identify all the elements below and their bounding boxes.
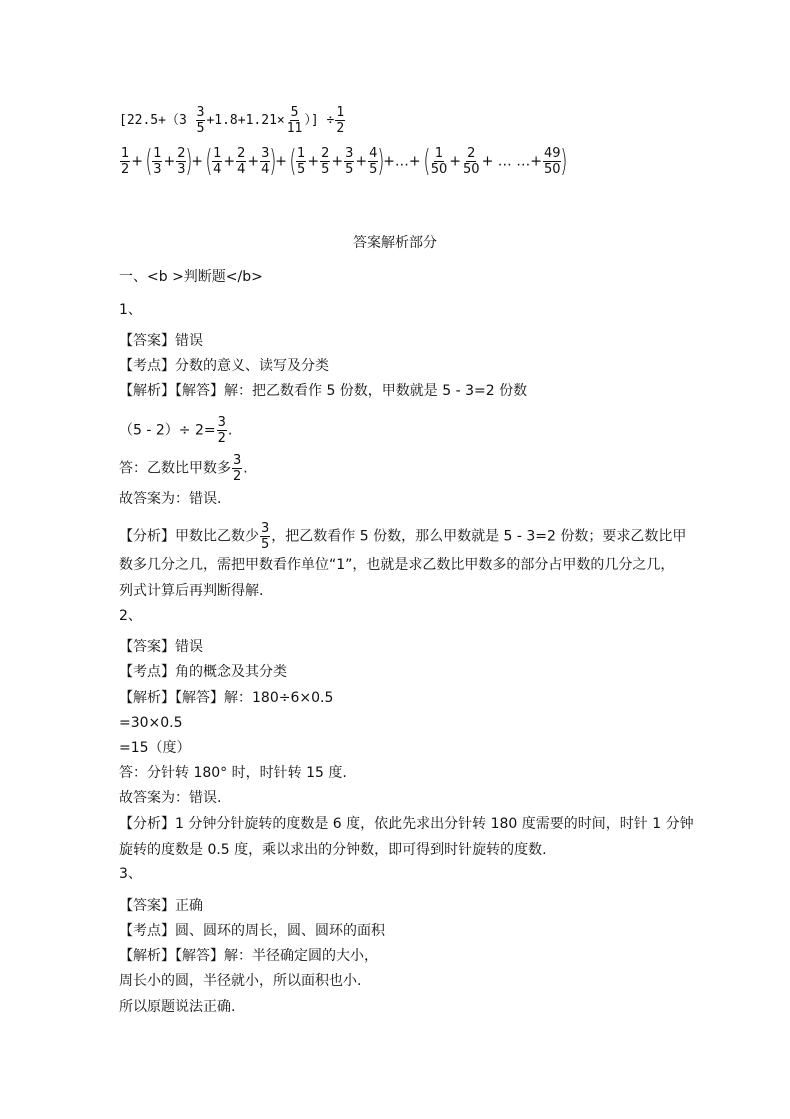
expr1-part1: [22.5+（3 [119, 113, 195, 128]
fraction: $\frac{2}{3}$ [177, 146, 186, 177]
fraction-3-5: $\frac{3}{5}$ [196, 105, 205, 136]
expression-1 [119, 106, 346, 135]
analysis-line: 【分析】甲数比乙数少 $\frac{3}{5}$ ，把乙数看作 5 份数，那么甲数就是 5 - 3=2 份数；要求乙数比甲 [119, 521, 687, 552]
fraction: $\frac{3}{5}$ [261, 521, 270, 552]
fraction: $\frac{2}{50}$ [463, 146, 480, 177]
part-heading: 一、<b >判断题</b> [119, 269, 263, 285]
solution-line: =30×0.5 [119, 715, 183, 731]
solution-line: 【解析】【解答】解：半径确定圆的大小， [119, 948, 378, 964]
expr1-part2: +1.8+1.21× [206, 113, 285, 128]
fraction: $\frac{1}{4}$ [213, 146, 222, 177]
expr1-part3: ）] ÷ [304, 113, 335, 128]
solution-line: 所以原题说法正确. [119, 999, 236, 1015]
question-number: 1、 [119, 302, 142, 318]
fraction: $\frac{1}{2}$ [121, 146, 130, 177]
section-title: 答案解析部分 [353, 235, 437, 251]
solution-line: 【解析】【解答】解：把乙数看作 5 份数，甲数就是 5 - 3=2 份数 [119, 383, 528, 399]
fraction: $\frac{3}{5}$ [345, 146, 354, 177]
question-number: 3、 [119, 866, 142, 882]
fraction: $\frac{2}{5}$ [321, 146, 330, 177]
point-line: 【考点】圆、圆环的周长，圆、圆环的面积 [119, 923, 385, 939]
fraction-1-2: $\frac{1}{2}$ [336, 105, 345, 136]
fraction: $\frac{1}{50}$ [430, 146, 448, 177]
analysis-line: 数多几分之几，需把甲数看作单位“1”，也就是求乙数比甲数多的部分占甲数的几分之几， [119, 557, 675, 573]
fraction: $\frac{3}{4}$ [261, 146, 270, 177]
fraction: $\frac{1}{3}$ [153, 146, 162, 177]
fraction: $\frac{3}{2}$ [233, 453, 242, 484]
fraction-5-11: $\frac{5}{11}$ [286, 105, 303, 136]
point-line: 【考点】分数的意义、读写及分类 [119, 358, 329, 374]
expression-2: $\frac{1}{2}$ + ( $\frac{1}{3}$ + $\frac{2}{3}$ )+ ( $\frac{1}{4}$ + $\frac{2}{4}$ + $\frac{3}{4}$ )+ ( $\frac{1}{5}$ + $\frac{2}{5}$ + $\frac{3}{5}$ + $\frac{4}{5}$ )+…+ ( $\frac{1}{50}$ + $\frac{2}{50}$ + … …+ $\frac{49}{50}$ ) [121, 143, 568, 179]
point-line: 【考点】角的概念及其分类 [119, 664, 287, 680]
solution-line: 答：分针转 180° 时，时针转 15 度. [119, 765, 347, 781]
fraction: $\frac{4}{5}$ [369, 146, 378, 177]
answer-line: 【答案】正确 [119, 898, 203, 914]
solution-line: 答：乙数比甲数多 $\frac{3}{2}$ . [119, 453, 248, 484]
answer-line: 【答案】错误 [119, 333, 203, 349]
solution-line: 周长小的圆，半径就小，所以面积也小. [119, 973, 362, 989]
fraction: $\frac{2}{4}$ [237, 146, 246, 177]
solution-line: （5 - 2）÷ 2= $\frac{3}{2}$ . [119, 415, 233, 446]
solution-line: =15（度） [119, 740, 191, 756]
solution-line: 【解析】【解答】解：180÷6×0.5 [119, 690, 334, 706]
answer-line: 【答案】错误 [119, 639, 203, 655]
question-number: 2、 [119, 608, 142, 624]
analysis-line: 【分析】1 分钟分针旋转的度数是 6 度，依此先求出分针转 180 度需要的时间，时针 1 分钟 [119, 816, 694, 832]
analysis-line: 旋转的度数是 0.5 度，乘以求出的分钟数，即可得到时针旋转的度数. [119, 842, 547, 858]
solution-line: 故答案为：错误. [119, 491, 222, 507]
fraction: $\frac{49}{50}$ [543, 146, 561, 177]
fraction: $\frac{3}{2}$ [217, 415, 226, 446]
analysis-line: 列式计算后再判断得解. [119, 583, 264, 599]
solution-line: 故答案为：错误. [119, 790, 222, 806]
fraction: $\frac{1}{5}$ [297, 146, 306, 177]
